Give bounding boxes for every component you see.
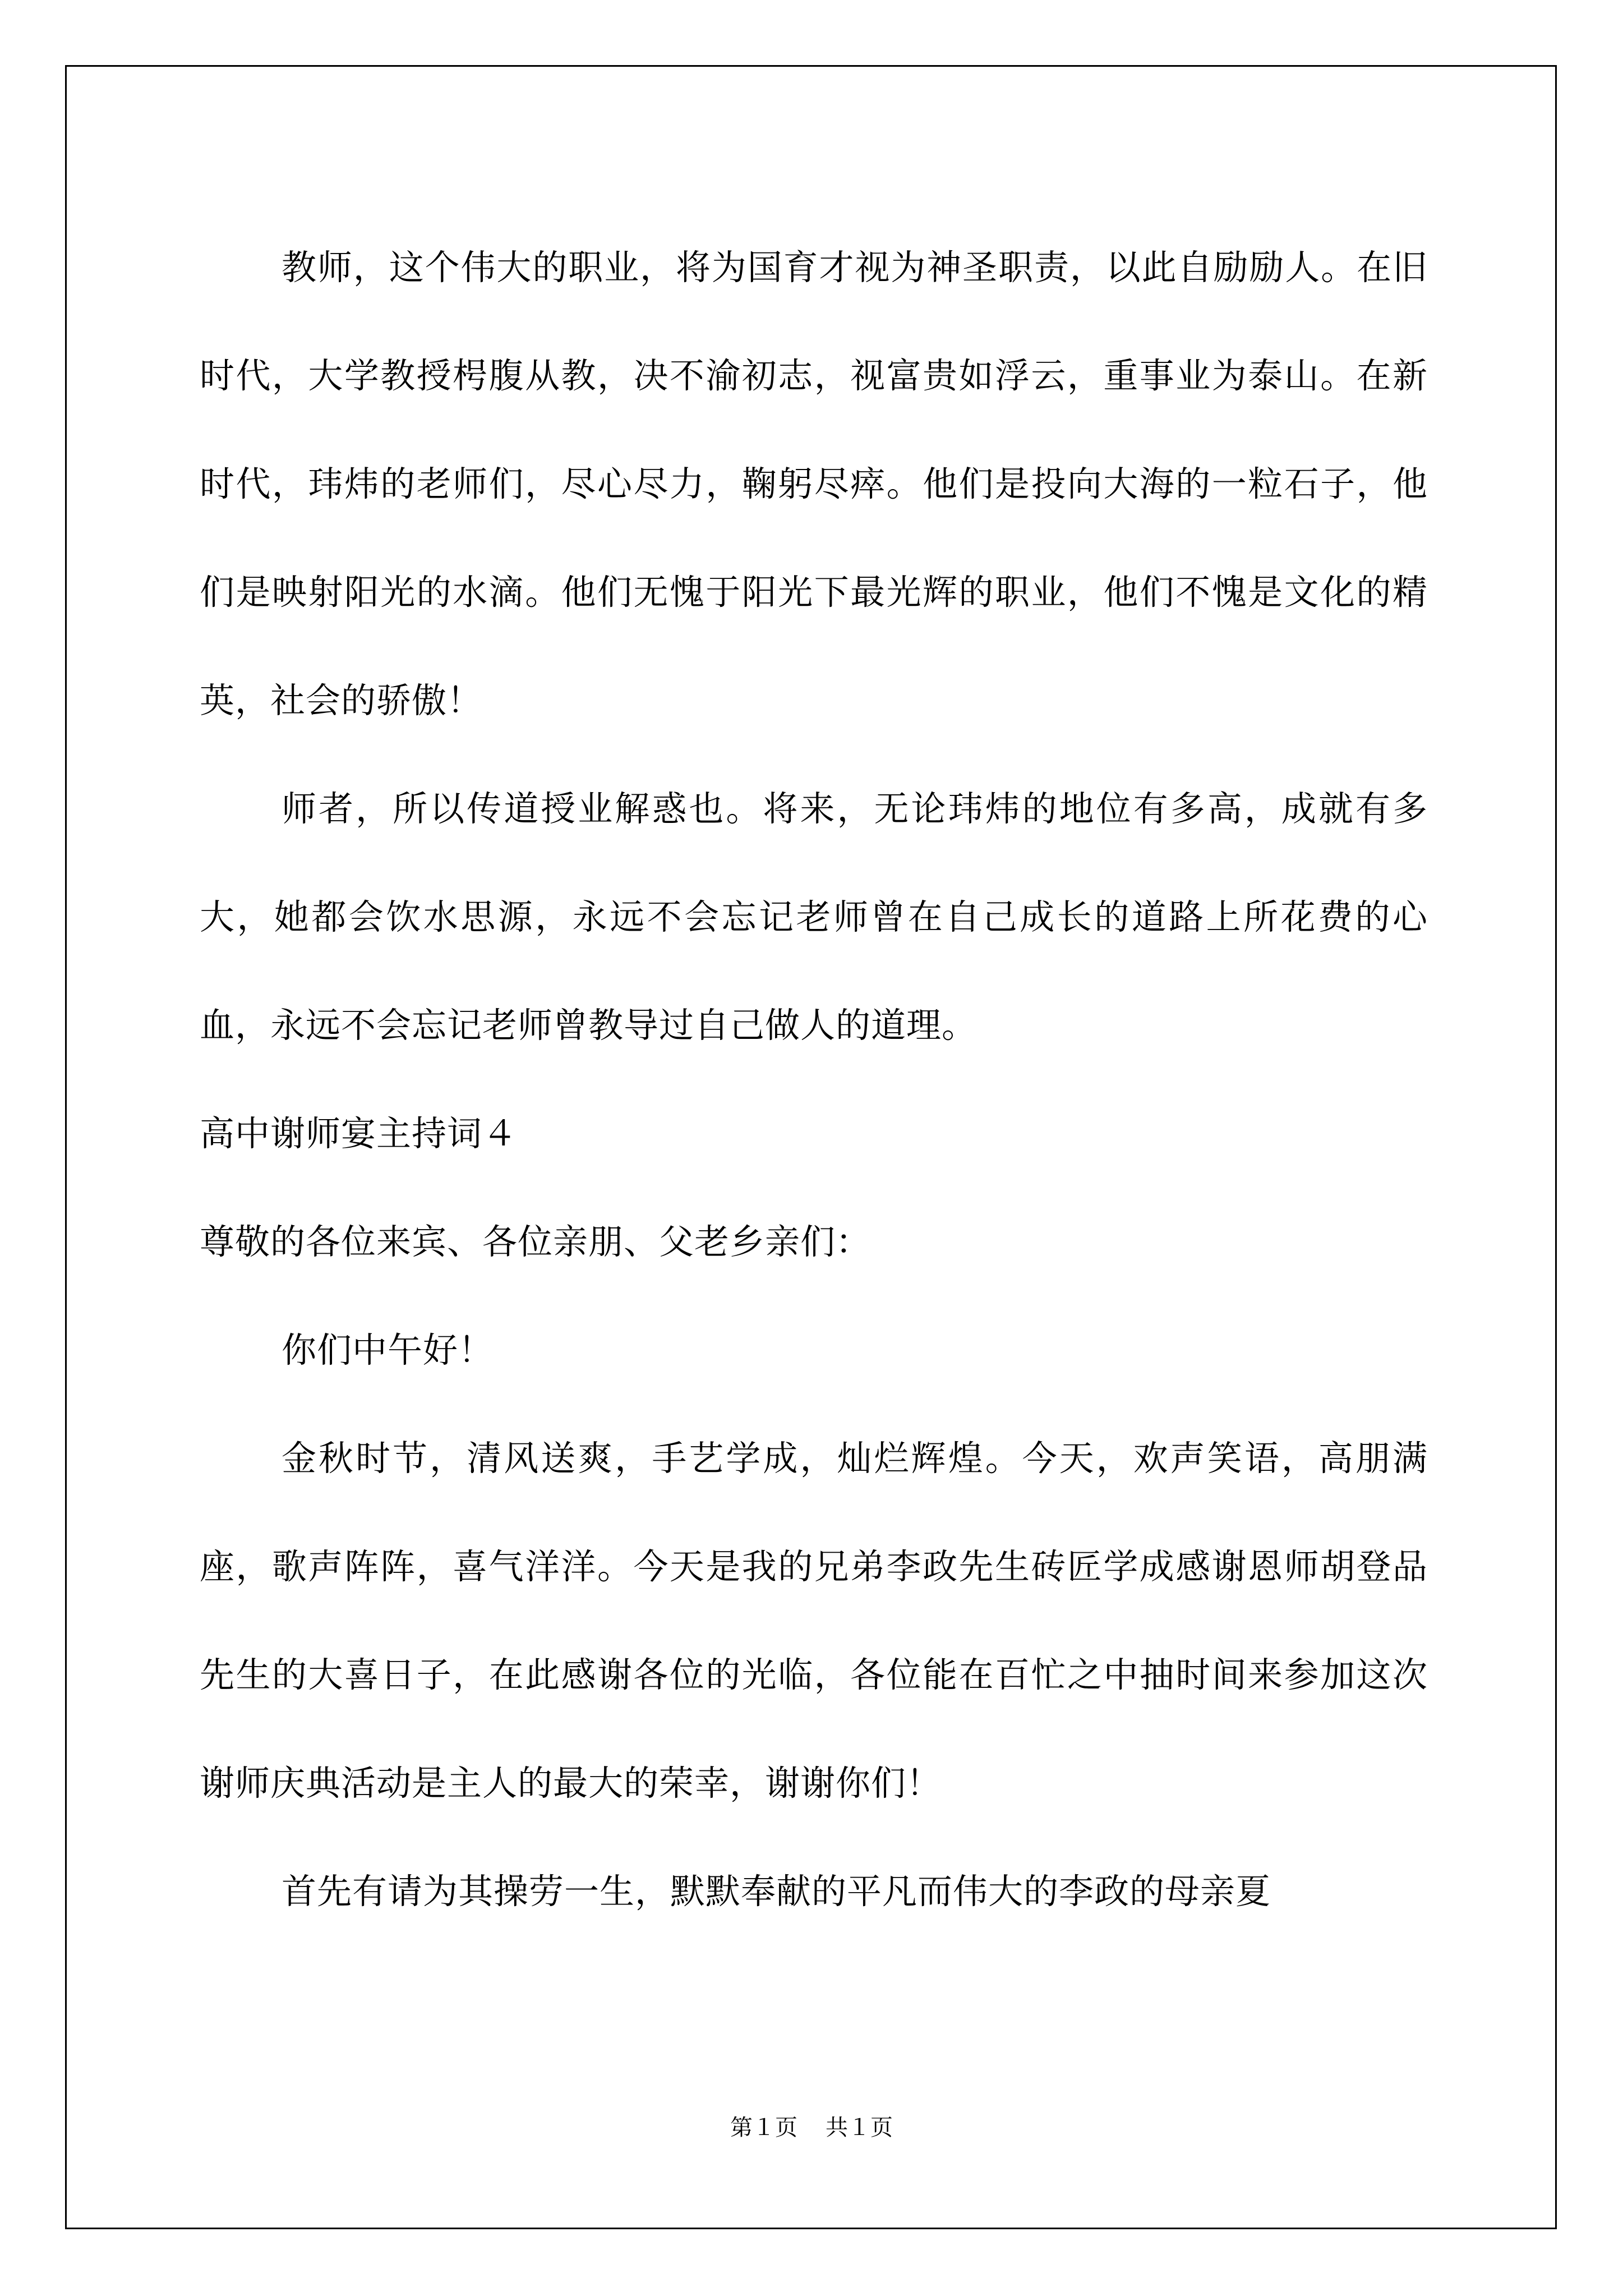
paragraph-teacher-profession: 教师，这个伟大的职业，将为国育才视为神圣职责，以此自励励人。在旧时代，大学教授枵腹从教，决不渝初志，视富贵如浮云，重事业为泰山。在新时代，玮炜的老师们，尽心尽力，鞠躬尽瘁。他们是投向大海的一粒石子，他们是映射阳光的水滴。他们无愧于阳光下最光辉的职业，他们不愧是文化的精英，社会的骄傲！ (200, 247, 1428, 721)
page-total: 共１页 (826, 2115, 893, 2141)
document-body (200, 219, 1428, 1945)
page-footer (0, 2114, 1623, 2142)
paragraph-invitation: 首先有请为其操劳一生，默默奉献的平凡而伟大的李政的母亲夏 (282, 1871, 1271, 1912)
greeting: 你们中午好！ (282, 1329, 494, 1370)
section-heading: 高中谢师宴主持词４ (200, 1113, 518, 1154)
page-number: 第１页 (730, 2115, 797, 2141)
paragraph-teacher-role: 师者，所以传道授业解惑也。将来，无论玮炜的地位有多高，成就有多大，她都会饮水思源，永远不会忘记老师曾在自己成长的道路上所花费的心血，永远不会忘记老师曾教导过自己做人的道理。 (200, 788, 1428, 1046)
paragraph-opening-remarks: 金秋时节，清风送爽，手艺学成，灿烂辉煌。今天，欢声笑语，高朋满座，歌声阵阵，喜气洋洋。今天是我的兄弟李政先生砖匠学成感谢恩师胡登品先生的大喜日子，在此感谢各位的光临，各位能在百忙之中抽时间来参加这次谢师庆典活动是主人的最大的荣幸，谢谢你们！ (200, 1438, 1428, 1803)
salutation: 尊敬的各位来宾、各位亲朋、父老乡亲们： (200, 1221, 872, 1262)
